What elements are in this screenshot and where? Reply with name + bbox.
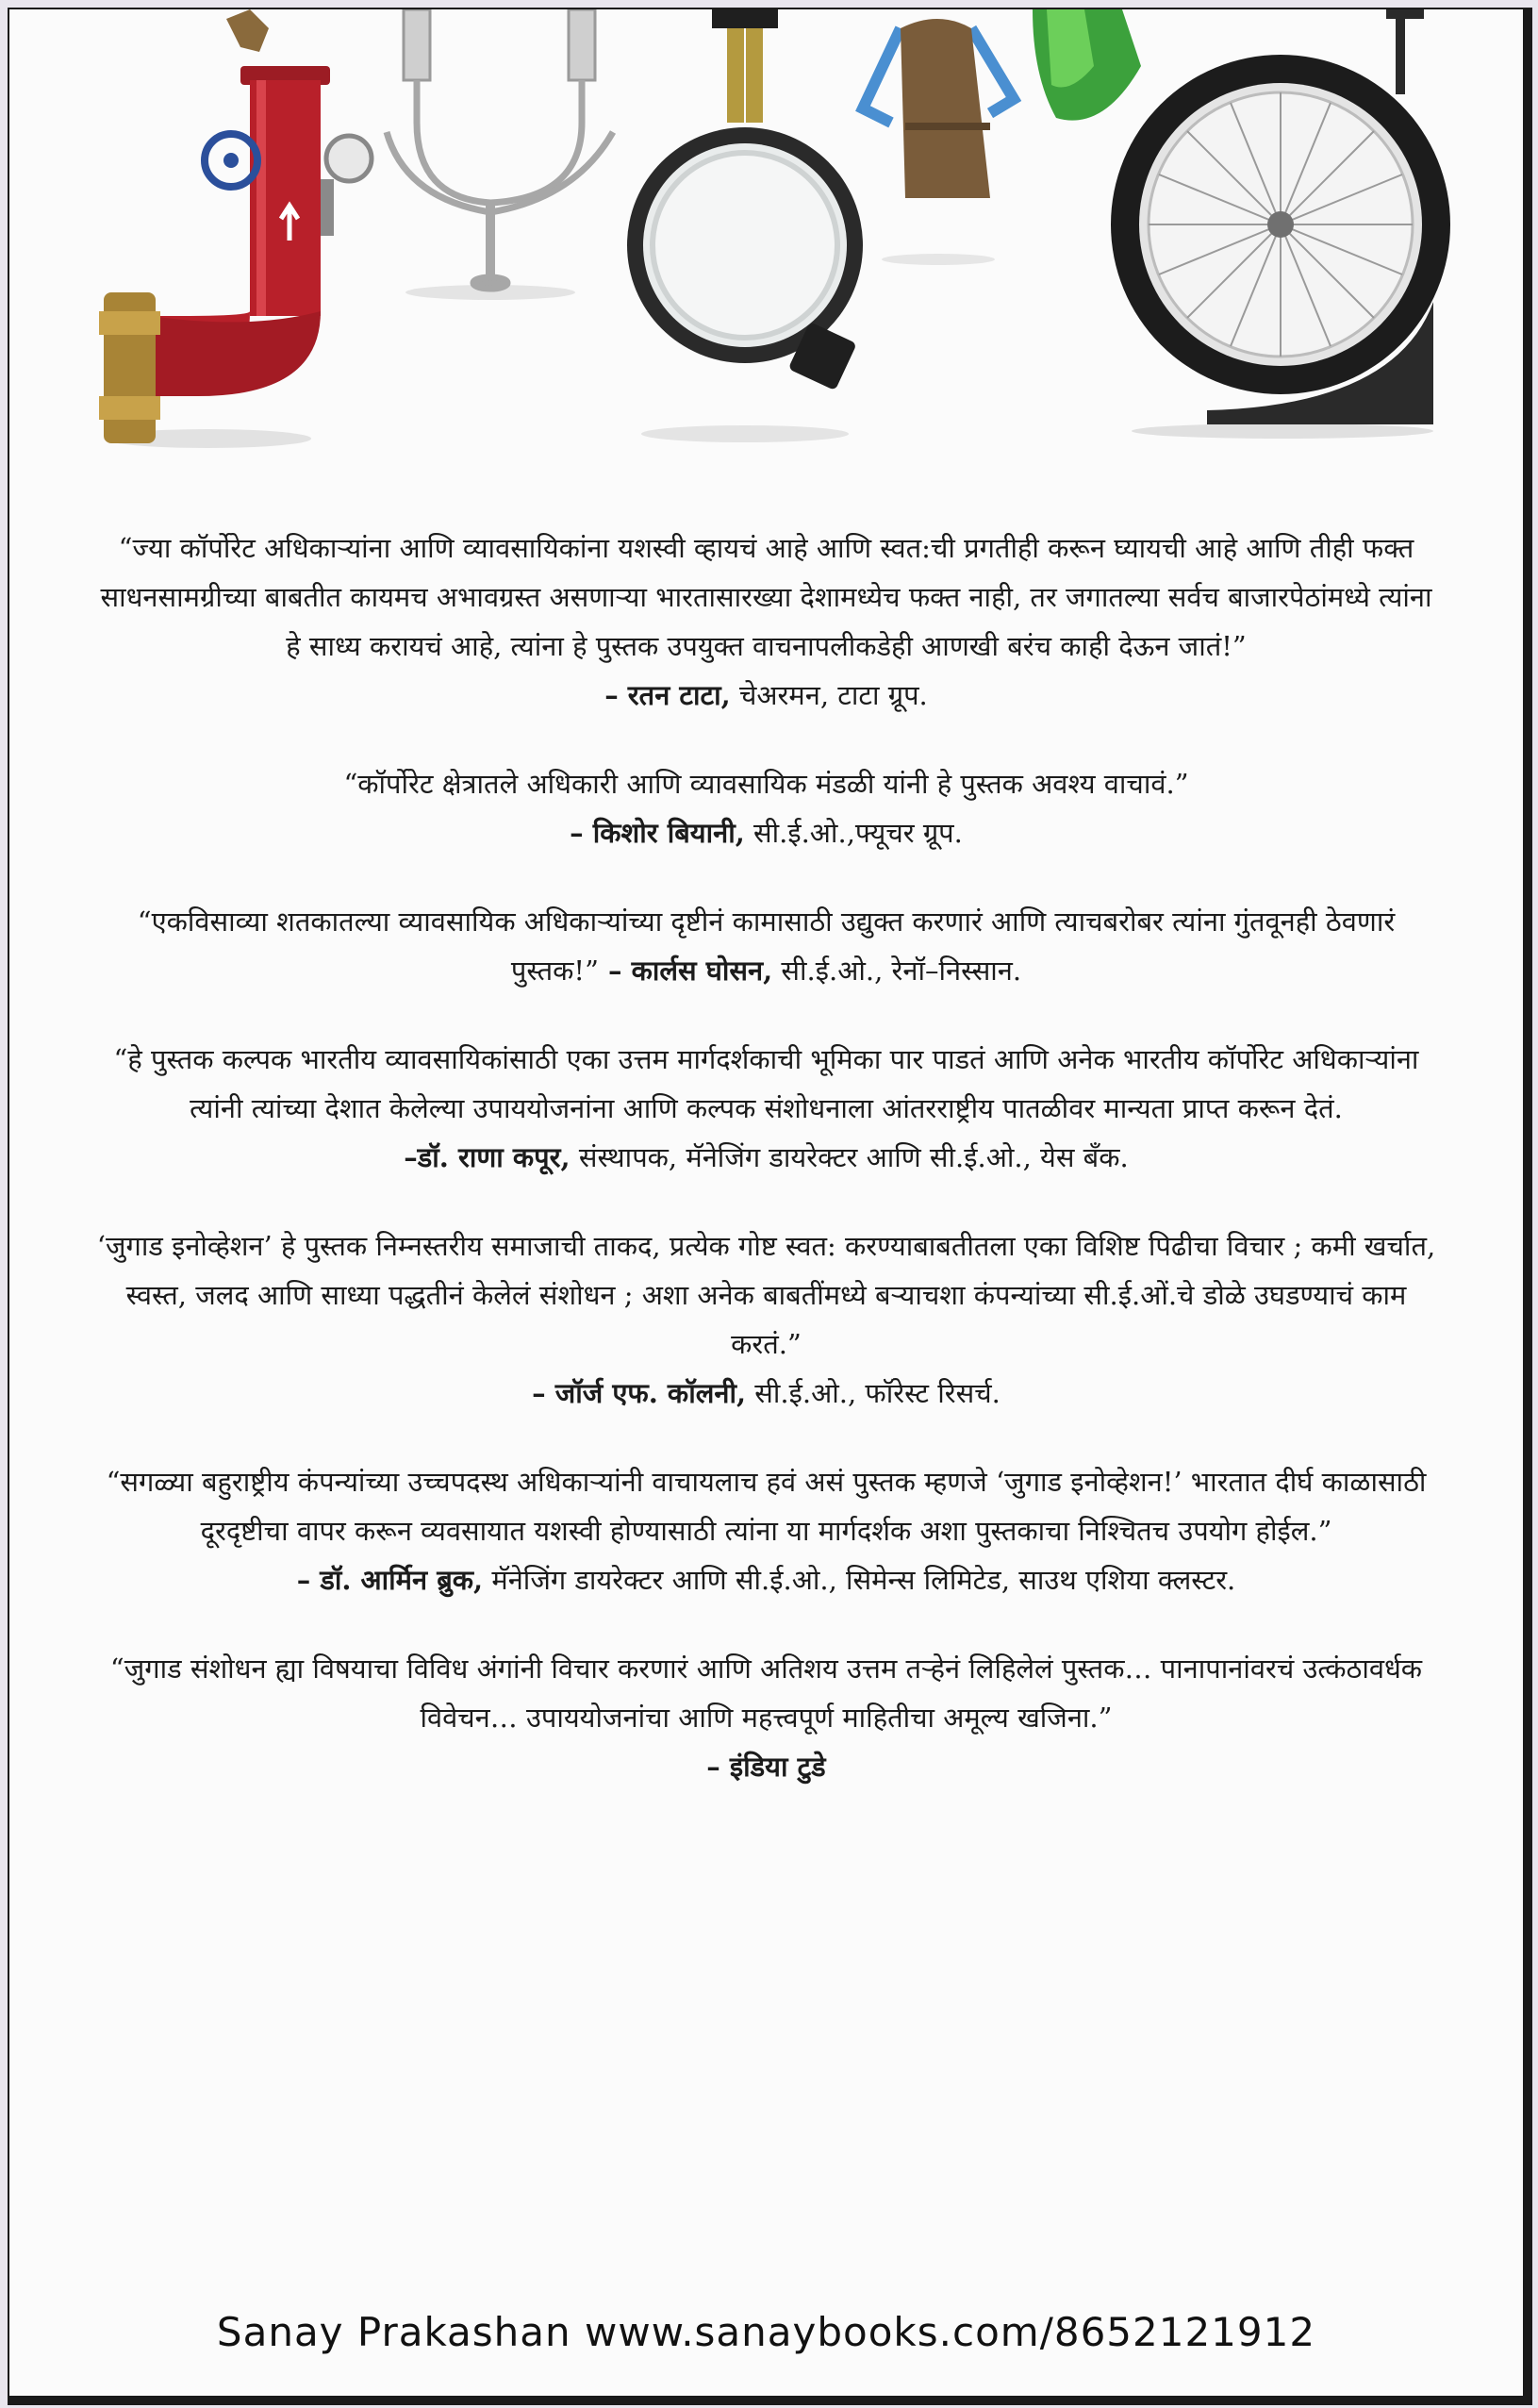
quote-role: सी.ई.ओ., फॉरेस्ट रिसर्च. [746,1377,1001,1409]
quote-text: “जुगाड संशोधन ह्या विषयाचा विविध अंगांनी विचार करणारं आणि अतिशय उत्तम तऱ्हेनं लिहिलेलं पुस्तक… पानापानांवरचं उत्कंठावर्धक विवेचन… उपाययोजनांचा आणि महत्त्वपूर्ण माहितीचा अमूल्य खजिना.” [109,1652,1423,1734]
quote-attribution [94,1133,1438,1182]
quote-text: “ज्या कॉर्पोरेट अधिकाऱ्यांना आणि व्यावसायिकांना यशस्वी व्हायचं आहे आणि स्वत:ची प्रगतीही करून घ्यायची आहे आणि तीही फक्त साधनसामग्रीच्या बाबतीत कायमच अभावग्रस्त असणाऱ्या भारतासारख्या देशामध्येच फक्त नाही, तर जगातल्या सर्वच बाजारपेठांमध्ये त्यांना हे साध्य करायचं आहे, त्यांना हे पुस्तक उपयुक्त वाचनापलीकडेही आणखी बरंच काही देऊन जातं!” [100,532,1432,662]
publisher-footer: Sanay Prakashan www.sanaybooks.com/8652121912 [216,2309,1316,2355]
wheel-icon [1111,9,1450,424]
quote-role: सी.ई.ओ., रेनॉ–निस्सान. [772,955,1022,987]
quote-author: – रतन टाटा, [604,679,731,711]
sandal-shadow [882,254,995,265]
cover-artwork [9,9,1523,462]
quote-text: “एकविसाव्या शतकातल्या व्यावसायिक अधिकाऱ्यांच्या दृष्टीनं कामासाठी उद्युक्त करणारं आणि त्याचबरोबर त्यांना गुंतवूनही ठेवणारं पुस्तक!” [137,905,1396,987]
sandal-icon [863,19,1014,198]
quote-author: – जॉर्ज एफ. कॉलनी, [532,1377,747,1409]
magnifying-glass-icon [627,9,863,390]
quote-role: मॅनेजिंग डायरेक्टर आणि सी.ई.ओ., सिमेन्स लिमिटेड, साउथ एशिया क्लस्टर. [483,1564,1236,1596]
magnifier-shadow [641,425,849,442]
quote-attribution [94,1369,1438,1418]
wheel-shadow [1132,423,1433,439]
quote-text: “कॉर्पोरेट क्षेत्रातले अधिकारी आणि व्यावसायिक मंडळी यांनी हे पुस्तक अवश्य वाचावं.” [343,768,1189,800]
quote-author: – किशोर बियानी, [570,817,745,849]
book-back-cover [8,8,1532,2405]
quote-armin-bruck [94,1457,1438,1604]
pipe-icon [99,9,372,443]
quote-george-colony [94,1221,1438,1418]
quote-role: संस्थापक, मॅनेजिंग डायरेक्टर आणि सी.ई.ओ., येस बँक. [570,1141,1129,1173]
quote-role: सी.ई.ओ.,फ्यूचर ग्रूप. [744,817,963,849]
quote-role: चेअरमन, टाटा ग्रूप. [730,679,928,711]
quote-india-today [94,1644,1438,1791]
quote-attribution [94,1742,1438,1791]
quote-text: “सगळ्या बहुराष्ट्रीय कंपन्यांच्या उच्चपदस्थ अधिकाऱ्यांनी वाचायलाच हवं असं पुस्तक म्हणजे ‘जुगाड इनोव्हेशन!’ भारतात दीर्घ काळासाठी दूरदृष्टीचा वापर करून व्यवसायात यशस्वी होण्यासाठी त्यांना या मार्गदर्शक अशा पुस्तकाचा निश्चितच उपयोग होईल.” [106,1466,1427,1547]
quote-text: “हे पुस्तक कल्पक भारतीय व्यावसायिकांसाठी एका उत्तम मार्गदर्शकाची भूमिका पार पाडतं आणि अनेक भारतीय कॉर्पोरेट अधिकाऱ्यांना त्यांनी त्यांच्या देशात केलेल्या उपाययोजनांना आणि कल्पक संशोधनाला आंतरराष्ट्रीय पातळीवर मान्यता प्राप्त करून देतं. [113,1043,1419,1124]
quote-text: ‘जुगाड इनोव्हेशन’ हे पुस्तक निम्नस्तरीय समाजाची ताकद, प्रत्येक गोष्ट स्वत: करण्याबाबतीतला एका विशिष्ट पिढीचा विचार ; कमी खर्चात, स्वस्त, जलद आणि साध्या पद्धतीनं केलेलं संशोधन ; अशा अनेक बाबतींमध्ये बऱ्याचशा कंपन्यांच्या सी.ई.ओं.चे डोळे उघडण्याचं काम करतं.” [96,1230,1436,1360]
quote-attribution [94,671,1438,720]
quote-author: –डॉ. राणा कपूर, [404,1141,571,1173]
candelabra-icon [387,9,613,289]
quote-kishore-biyani [94,759,1438,857]
quote-ratan-tata [94,523,1438,720]
quote-attribution [94,808,1438,857]
quote-author: – कार्लस घोसन, [598,955,773,987]
quote-rana-kapoor [94,1035,1438,1182]
quote-attribution [94,1555,1438,1604]
quote-carlos-ghosn [94,897,1438,995]
bag-icon [1033,9,1141,121]
quote-author: – डॉ. आर्मिन ब्रुक, [296,1564,484,1596]
quote-author: – इंडिया टुडे [706,1751,826,1783]
testimonials [94,523,1438,1831]
